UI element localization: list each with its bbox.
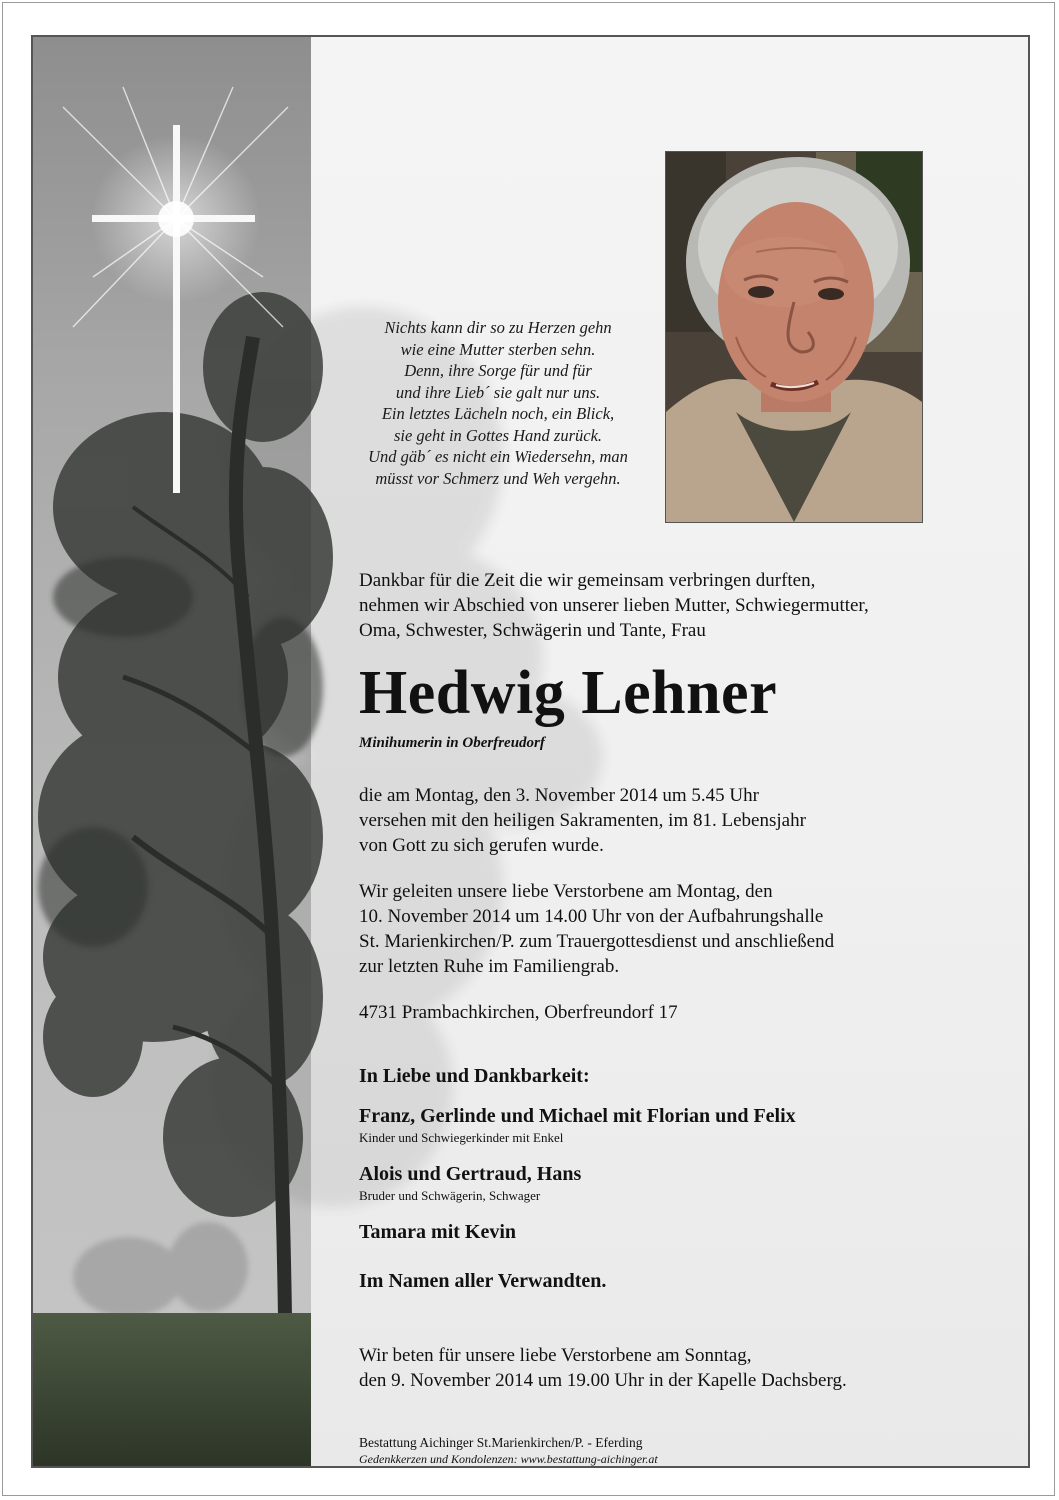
mourner-group-relation: Kinder und Schwiegerkinder mit Enkel <box>359 1130 564 1145</box>
poem-line: und ihre Lieb´ sie galt nur uns. <box>395 382 601 402</box>
deceased-name: Hedwig Lehner <box>359 659 778 727</box>
poem-line: müsst vor Schmerz und Weh vergehn. <box>375 468 621 488</box>
funeral-line: 10. November 2014 um 14.00 Uhr von der Aufbahrungshalle <box>359 906 824 927</box>
portrait-photo <box>665 151 923 523</box>
poem-line: Denn, ihre Sorge für und für <box>404 361 592 380</box>
obituary-card <box>31 35 1030 1468</box>
portrait-image <box>666 152 922 522</box>
mourner-group-name: Franz, Gerlinde und Michael mit Florian und Felix <box>359 1105 796 1127</box>
meadow <box>33 1313 311 1466</box>
undertaker-name: Bestattung Aichinger St.Marienkirchen/P. - Eferding <box>359 1435 643 1450</box>
poem-line: Und gäb´ es nicht ein Wiedersehn, man <box>368 447 628 466</box>
death-notice-line: die am Montag, den 3. November 2014 um 5.45 Uhr <box>359 785 759 806</box>
prayer-line: den 9. November 2014 um 19.00 Uhr in der Kapelle Dachsberg. <box>359 1370 847 1391</box>
prayer-line: Wir beten für unsere liebe Verstorbene am Sonntag, <box>359 1345 752 1366</box>
prayer-notice <box>359 1343 847 1393</box>
condolences-link[interactable]: Gedenkkerzen und Kondolenzen: www.bestattung-aichinger.at <box>359 1452 658 1466</box>
mourner-group-relation: Bruder und Schwägerin, Schwager <box>359 1188 541 1203</box>
funeral-line: Wir geleiten unsere liebe Verstorbene am Montag, den <box>359 881 773 902</box>
address: 4731 Prambachkirchen, Oberfreundorf 17 <box>359 1002 678 1023</box>
funeral-line: zur letzten Ruhe im Familiengrab. <box>359 956 620 977</box>
intro-line: nehmen wir Abschied von unserer lieben Mutter, Schwiegermutter, <box>359 595 869 616</box>
mourners-heading: In Liebe und Dankbarkeit: <box>359 1065 590 1087</box>
intro-line: Dankbar für die Zeit die wir gemeinsam verbringen durften, <box>359 570 816 591</box>
death-notice-line: von Gott zu sich gerufen wurde. <box>359 835 604 856</box>
funeral-line: St. Marienkirchen/P. zum Trauergottesdienst und anschließend <box>359 931 835 952</box>
intro-line: Oma, Schwester, Schwägerin und Tante, Frau <box>359 620 706 641</box>
poem-line: wie eine Mutter sterben sehn. <box>400 339 596 359</box>
poem-line: Nichts kann dir so zu Herzen gehn <box>384 318 612 337</box>
death-notice-line: versehen mit den heiligen Sakramenten, im 81. Lebensjahr <box>359 810 806 831</box>
intro-text <box>359 568 869 643</box>
poem-line: sie geht in Gottes Hand zurück. <box>393 425 603 445</box>
death-notice <box>359 783 806 858</box>
deceased-title: Minihumerin in Oberfreudorf <box>359 735 545 751</box>
funeral-info <box>359 879 834 979</box>
poem <box>343 317 653 489</box>
mourner-group-name: Alois und Gertraud, Hans <box>359 1163 582 1185</box>
mourner-group-name: Tamara mit Kevin <box>359 1221 517 1243</box>
poem-line: Ein letztes Lächeln noch, ein Blick, <box>381 404 615 423</box>
mourner-group-name: Im Namen aller Verwandten. <box>359 1270 607 1292</box>
